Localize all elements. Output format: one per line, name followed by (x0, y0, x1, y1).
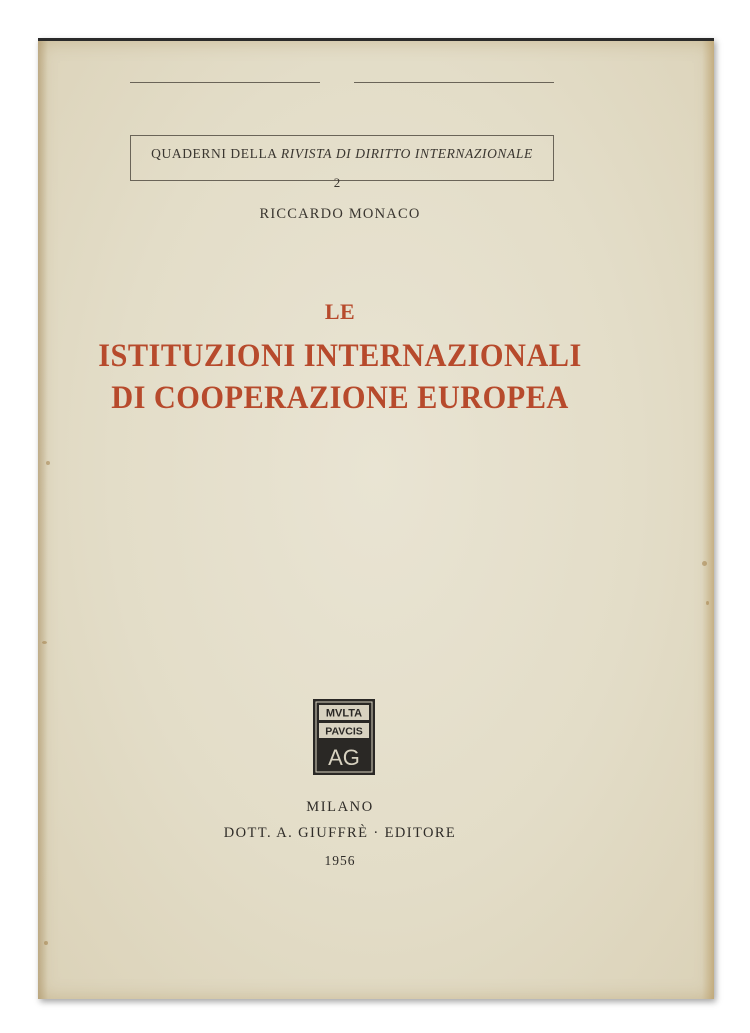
logo-text-2: PAVCIS (325, 725, 363, 738)
logo-text-3: AG (328, 745, 360, 770)
imprint-publisher: DOTT. A. GIUFFRÈ · EDITORE (223, 825, 457, 841)
paper-foxing-spot (702, 561, 707, 566)
paper-foxing-spot (44, 941, 48, 945)
series-number: 2 (333, 175, 341, 190)
series-title (131, 146, 553, 162)
author-name: RICCARDO MONACO (259, 206, 421, 222)
title-line-2: ISTITUZIONI INTERNAZIONALI (98, 338, 582, 374)
series-prefix: QUADERNI DELLA (151, 146, 277, 161)
paper-foxing-spot (46, 461, 50, 465)
publisher-logo (313, 699, 375, 775)
series-rule-right (354, 82, 554, 83)
title-line-1: LE (324, 299, 356, 324)
imprint-city: MILANO (306, 799, 374, 815)
logo-text-1: MVLTA (325, 707, 363, 720)
series-journal-name: RIVISTA DI DIRITTO INTERNAZIONALE (280, 146, 533, 161)
imprint-year: 1956 (324, 853, 356, 868)
title-line-3: DI COOPERAZIONE EUROPEA (111, 380, 569, 416)
paper-foxing-spot (706, 601, 709, 605)
book-cover (38, 38, 714, 999)
series-rule-left (130, 82, 320, 83)
paper-foxing-spot (42, 641, 47, 644)
